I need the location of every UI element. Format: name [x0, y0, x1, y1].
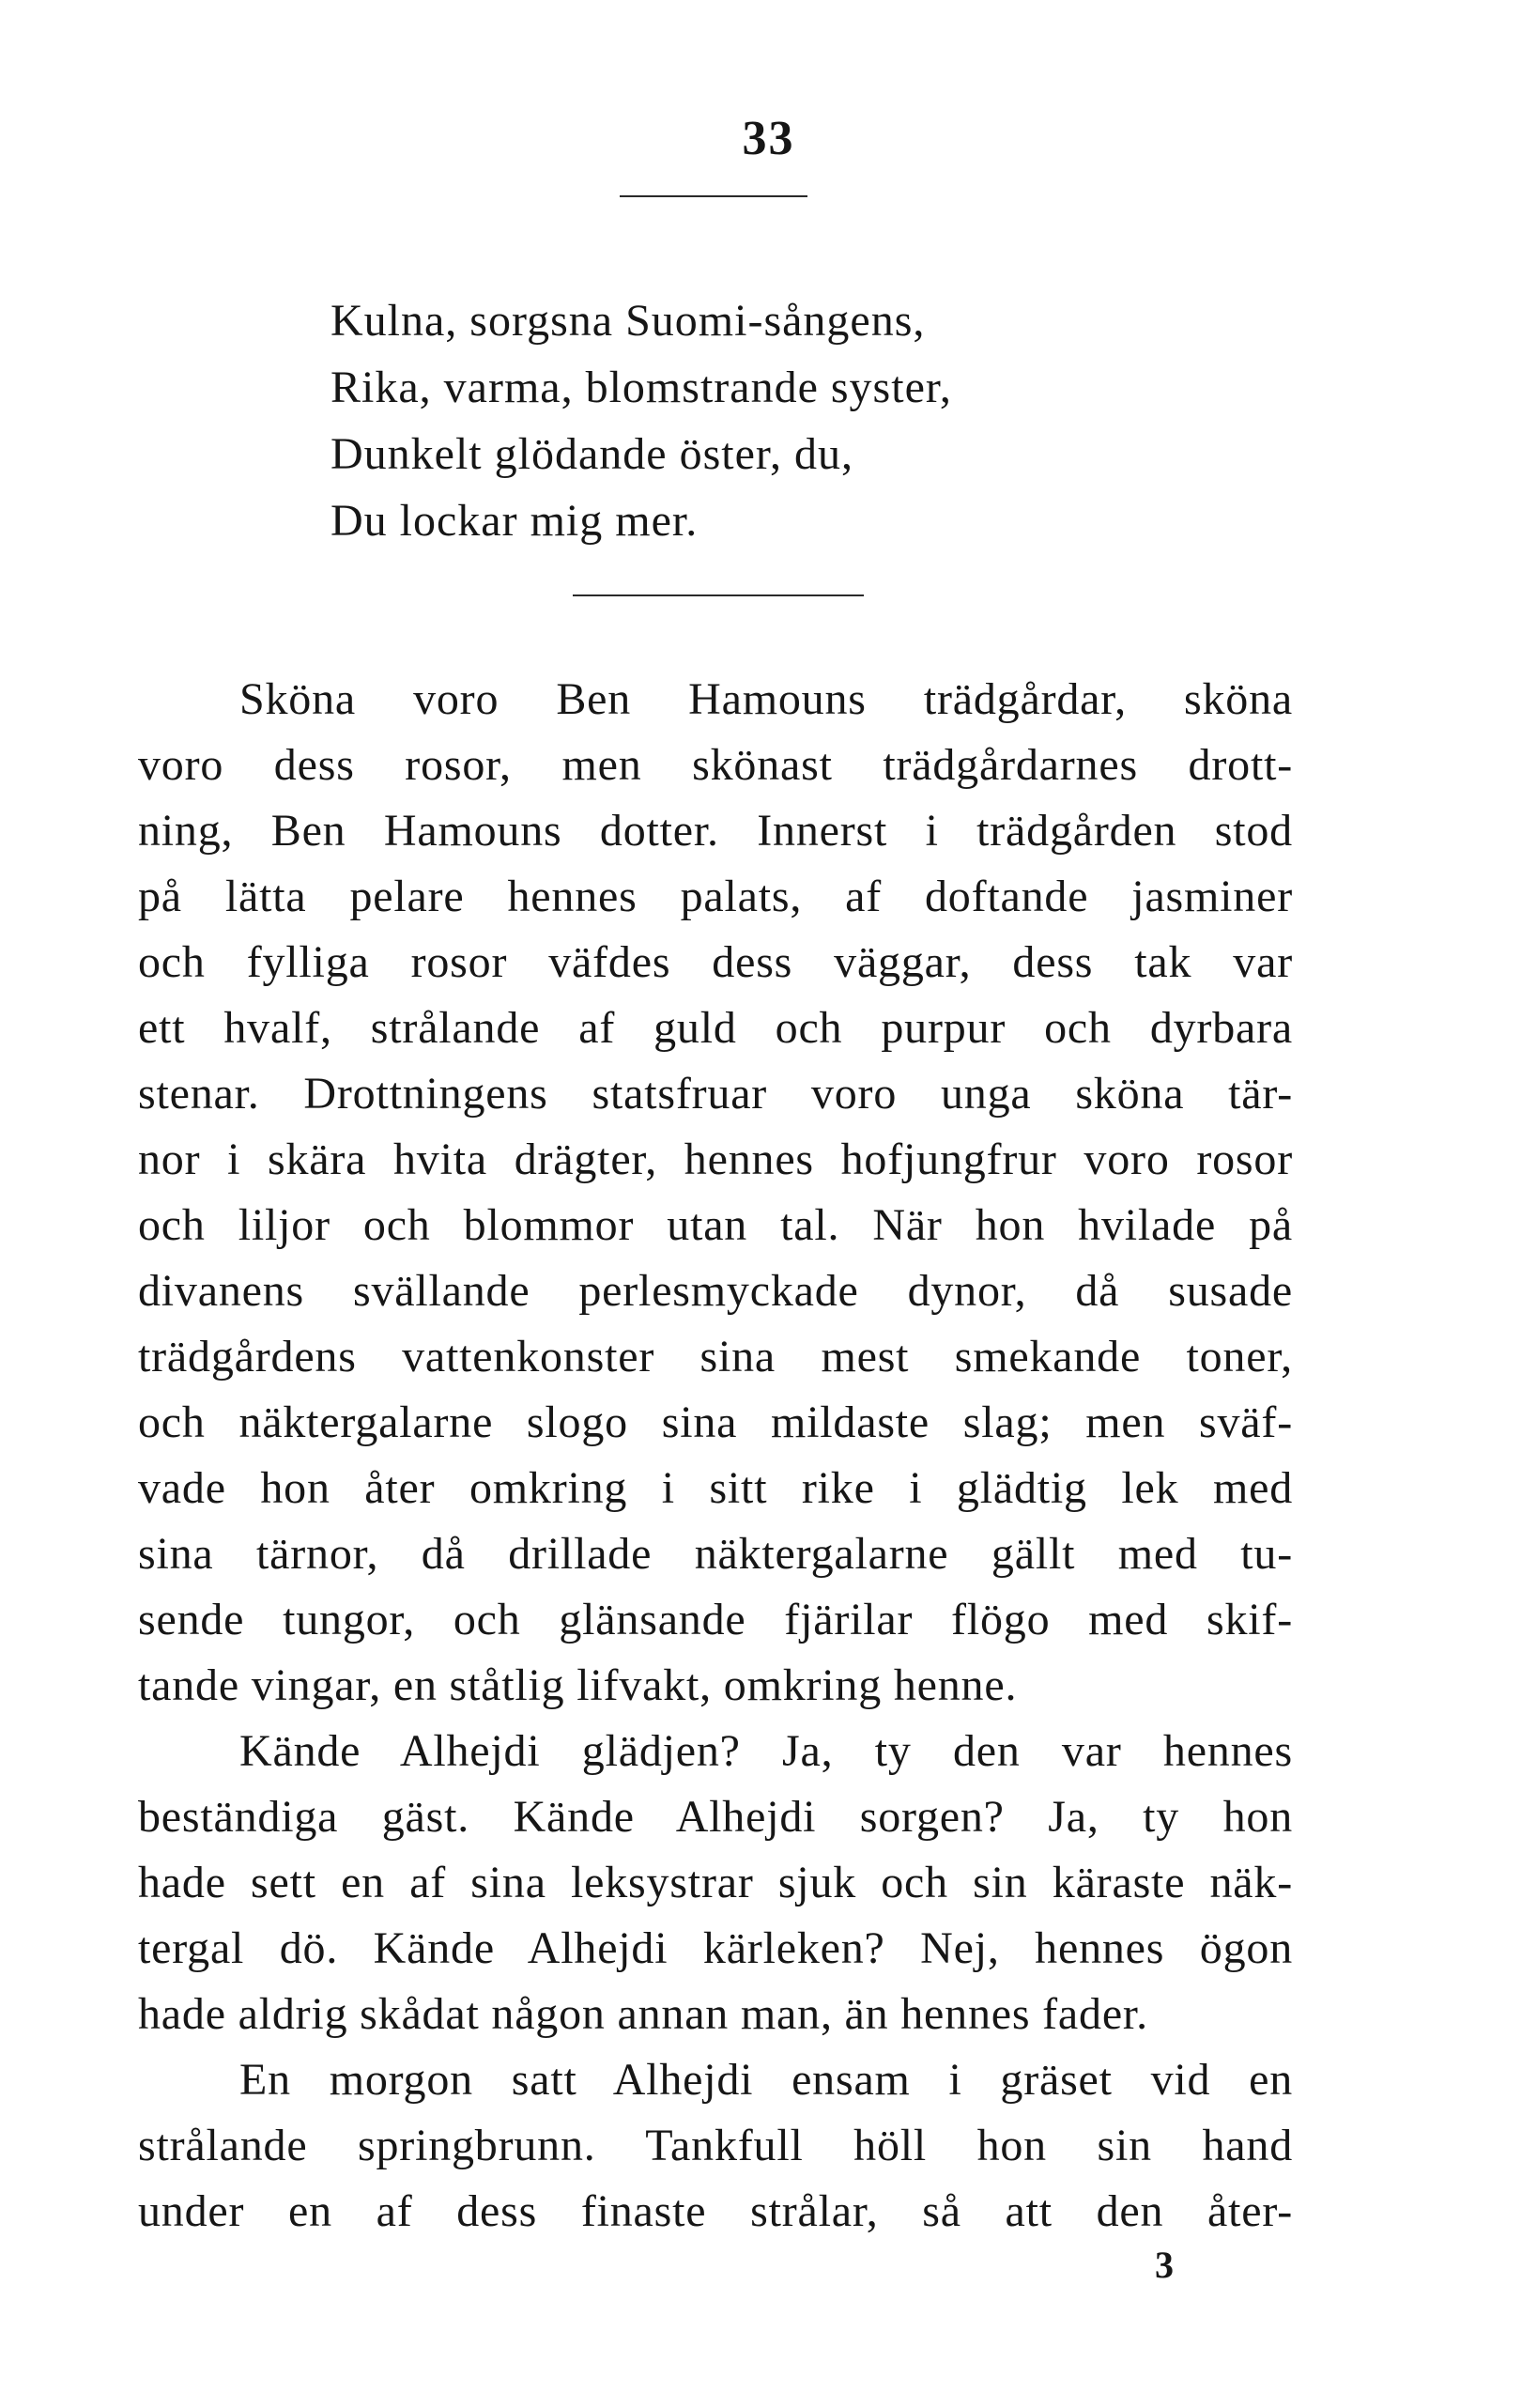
text-line: tergal dö. Kände Alhejdi kärleken? Nej, hennes ögon	[138, 1923, 1293, 1973]
text-line: sina tärnor, då drillade näktergalarne gällt med tu-	[138, 1529, 1293, 1579]
text-line: nor i skära hvita drägter, hennes hofjungfrur voro rosor	[138, 1135, 1293, 1184]
text-line: Sköna voro Ben Hamouns trädgårdar, sköna	[239, 674, 1293, 724]
text-line: ett hvalf, strålande af guld och purpur och dyrbara	[138, 1003, 1293, 1053]
page-number: 33	[742, 112, 795, 165]
text-line: på lätta pelare hennes palats, af doftande jasminer	[138, 872, 1293, 921]
header-rule	[620, 195, 807, 197]
poem-line: Kulna, sorgsna Suomi-sångens,	[330, 296, 926, 346]
text-line: vade hon åter omkring i sitt rike i glädtig lek med	[138, 1463, 1293, 1513]
signature-mark: 3	[1155, 2244, 1174, 2286]
poem-line: Du lockar mig mer.	[330, 496, 699, 546]
text-line: och liljor och blommor utan tal. När hon hvilade på	[138, 1200, 1293, 1250]
text-line: sende tungor, och glänsande fjärilar flögo med skif-	[138, 1595, 1293, 1644]
text-line: trädgårdens vattenkonster sina mest smekande toner,	[138, 1332, 1293, 1382]
text-line: beständiga gäst. Kände Alhejdi sorgen? Ja, ty hon	[138, 1792, 1293, 1842]
text-line: och näktergalarne slogo sina mildaste slag; men sväf-	[138, 1397, 1293, 1447]
text-line: och fylliga rosor väfdes dess väggar, dess tak var	[138, 937, 1293, 987]
poem-line: Rika, varma, blomstrande syster,	[330, 363, 952, 412]
prose-text	[138, 667, 1293, 2245]
text-line: hade aldrig skådat någon annan man, än hennes fader.	[138, 1989, 1148, 2039]
text-line: tande vingar, en ståtlig lifvakt, omkring henne.	[138, 1660, 1018, 1710]
section-divider	[573, 594, 864, 596]
text-line: stenar. Drottningens statsfruar voro unga sköna tär-	[138, 1069, 1293, 1119]
text-line: under en af dess finaste strålar, så att den åter-	[138, 2186, 1293, 2236]
poem-line: Dunkelt glödande öster, du,	[330, 429, 853, 479]
text-line: ning, Ben Hamouns dotter. Innerst i trädgården stod	[138, 806, 1293, 856]
text-line: divanens svällande perlesmyckade dynor, då susade	[138, 1266, 1293, 1316]
text-line: Kände Alhejdi glädjen? Ja, ty den var hennes	[239, 1726, 1293, 1776]
text-line: En morgon satt Alhejdi ensam i gräset vid en	[239, 2055, 1293, 2105]
text-line: voro dess rosor, men skönast trädgårdarnes drott-	[138, 740, 1293, 790]
text-line: strålande springbrunn. Tankfull höll hon sin hand	[138, 2121, 1293, 2170]
poem-stanza	[330, 287, 1269, 554]
text-line: hade sett en af sina leksystrar sjuk och sin käraste näk-	[138, 1858, 1293, 1907]
